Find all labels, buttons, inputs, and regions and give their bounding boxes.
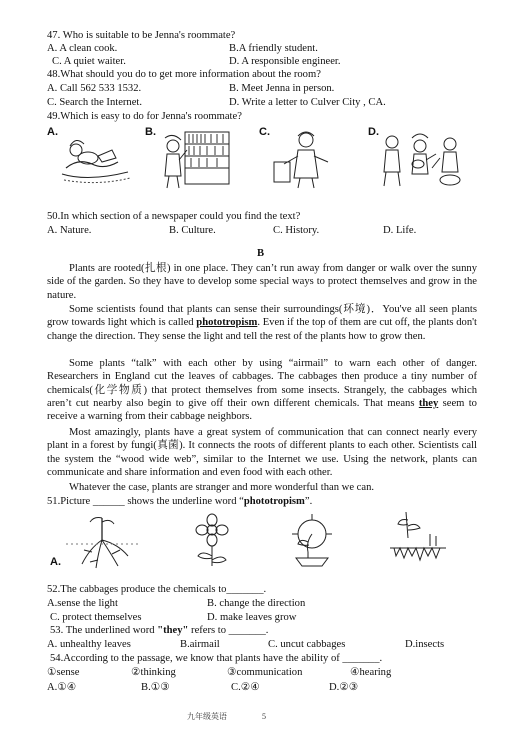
band-music-icon (378, 128, 470, 190)
q51-blank: ______ (92, 496, 125, 507)
q51-text: 51.Picture (47, 496, 93, 507)
q47-option-c: C. A quiet waiter. (52, 56, 126, 67)
q47-option-d: D. A responsible engineer. (229, 56, 341, 67)
passage-paragraph-2 (47, 303, 477, 343)
q51-text: shows the underline word “ (124, 496, 244, 507)
q50-option-a: A. Nature. (47, 225, 92, 236)
q48-option-a: A. Call 562 533 1532. (47, 83, 142, 94)
passage-paragraph-5: Whatever the case, plants are stranger and more wonderful than we can. (69, 482, 375, 493)
plant-lamp-icon (282, 512, 342, 568)
q50-option-d: D. Life. (383, 225, 417, 236)
q51-label-a: A. (50, 556, 61, 568)
q53-option-a: A. unhealthy leaves (47, 639, 131, 650)
q54-item-4: ④hearing (350, 667, 392, 678)
q49-label-c: C. (259, 126, 270, 138)
q52-option-d: D. make leaves grow (207, 612, 297, 623)
footer-subject: 九年级英语 (187, 712, 227, 721)
q54-question: 54.According to the passage, we know that plants have the ability of _______. (50, 653, 383, 664)
q52-question: 52.The cabbages produce the chemicals to_______. (47, 584, 267, 595)
q47-option-a: A. A clean cook. (47, 43, 118, 54)
q49-label-d: D. (368, 126, 379, 138)
q51-question (47, 495, 477, 508)
q48-question: 48.What should you do to get more information about the room? (47, 69, 321, 80)
flower-icon (186, 512, 242, 568)
passage-text: Some scientists found that plants can sense their surroundings(环境)．You've all seen plants grow towards light which is called (47, 304, 477, 329)
passage-text: . Even if the top of them are cut off, the plants don't change the direction. They sense the light and tell the rest of the plants how to grow then. (47, 317, 477, 342)
root-plant-icon (62, 514, 146, 572)
q53-term: "they" (157, 625, 189, 636)
q54-option-b: B.①③ (141, 682, 170, 693)
q53-option-b: B.airmail (180, 639, 220, 650)
q50-option-b: B. Culture. (169, 225, 216, 236)
q52-option-c: C. protect themselves (50, 612, 142, 623)
q52-option-a: A.sense the light (47, 598, 118, 609)
q48-option-d: D. Write a letter to Culver City , CA. (229, 97, 386, 108)
q54-option-a: A.①④ (47, 682, 77, 693)
q53-question (50, 624, 480, 637)
q54-item-3: ③communication (227, 667, 303, 678)
section-heading: B (257, 248, 265, 259)
q53-text: refers to _______. (188, 625, 269, 636)
q54-option-c: C.②④ (231, 682, 260, 693)
bookshelf-person-icon (155, 128, 235, 190)
q54-option-d: D.②③ (329, 682, 359, 693)
q51-term: phototropism (243, 496, 305, 507)
q48-option-c: C. Search the Internet. (47, 97, 143, 108)
passage-text: Some plants “talk” with each other by using “airmail” to warn each other of danger. Researchers in England cut the leaves of cabbages. The cabbages then produce a tiny number of chemicals(化学物质) that protect themselves from some insects. Strangely, the cabbages which aren’t cut nearby also begin to give off their own different chemicals. That means (47, 358, 477, 409)
q52-option-b: B. change the direction (207, 598, 306, 609)
underlined-term-phototropism: phototropism (196, 317, 258, 329)
passage-paragraph-4: Most amazingly, plants have a great system of communication that can connect nearly every plant in a forest by fungi(真菌). It connects the roots of different plants to each other. Scientists call the system the “wood wide web”, similar to the Internet we use. Using the network, plants can communicate and share information and even food with each other. (47, 427, 477, 478)
person-cooking-icon (270, 128, 340, 190)
q54-item-1: ①sense (47, 667, 80, 678)
q47-question: 47. Who is suitable to be Jenna's roommate? (47, 30, 236, 41)
q49-label-a: A. (47, 126, 58, 138)
q50-question: 50.In which section of a newspaper could you find the text? (47, 211, 301, 222)
q50-option-c: C. History. (273, 225, 320, 236)
q49-label-b: B. (145, 126, 156, 138)
q53-text: 53. The underlined word (50, 625, 158, 636)
passage-text: seem to receive a warning from their cabbage neighbors. (47, 397, 477, 423)
q48-option-b: B. Meet Jenna in person. (229, 83, 335, 94)
person-reading-icon (58, 128, 138, 190)
passage-paragraph-1: Plants are rooted(扎根) in one place. They can’t run away from danger or walk over the sunny side of the garden. So they have to develop some special ways to protect themselves and grow in the nature. (47, 263, 477, 301)
q51-text: ”. (304, 496, 313, 507)
passage-paragraph-3 (47, 357, 477, 423)
q53-option-d: D.insects (405, 639, 445, 650)
plant-garden-icon (386, 508, 448, 568)
q49-question: 49.Which is easy to do for Jenna's roommate? (47, 111, 242, 122)
page-number: 5 (262, 712, 266, 721)
q53-option-c: C. uncut cabbages (268, 639, 346, 650)
q54-item-2: ②thinking (131, 667, 176, 678)
underlined-term-they: they (418, 397, 439, 409)
q47-option-b: B.A friendly student. (229, 43, 318, 54)
